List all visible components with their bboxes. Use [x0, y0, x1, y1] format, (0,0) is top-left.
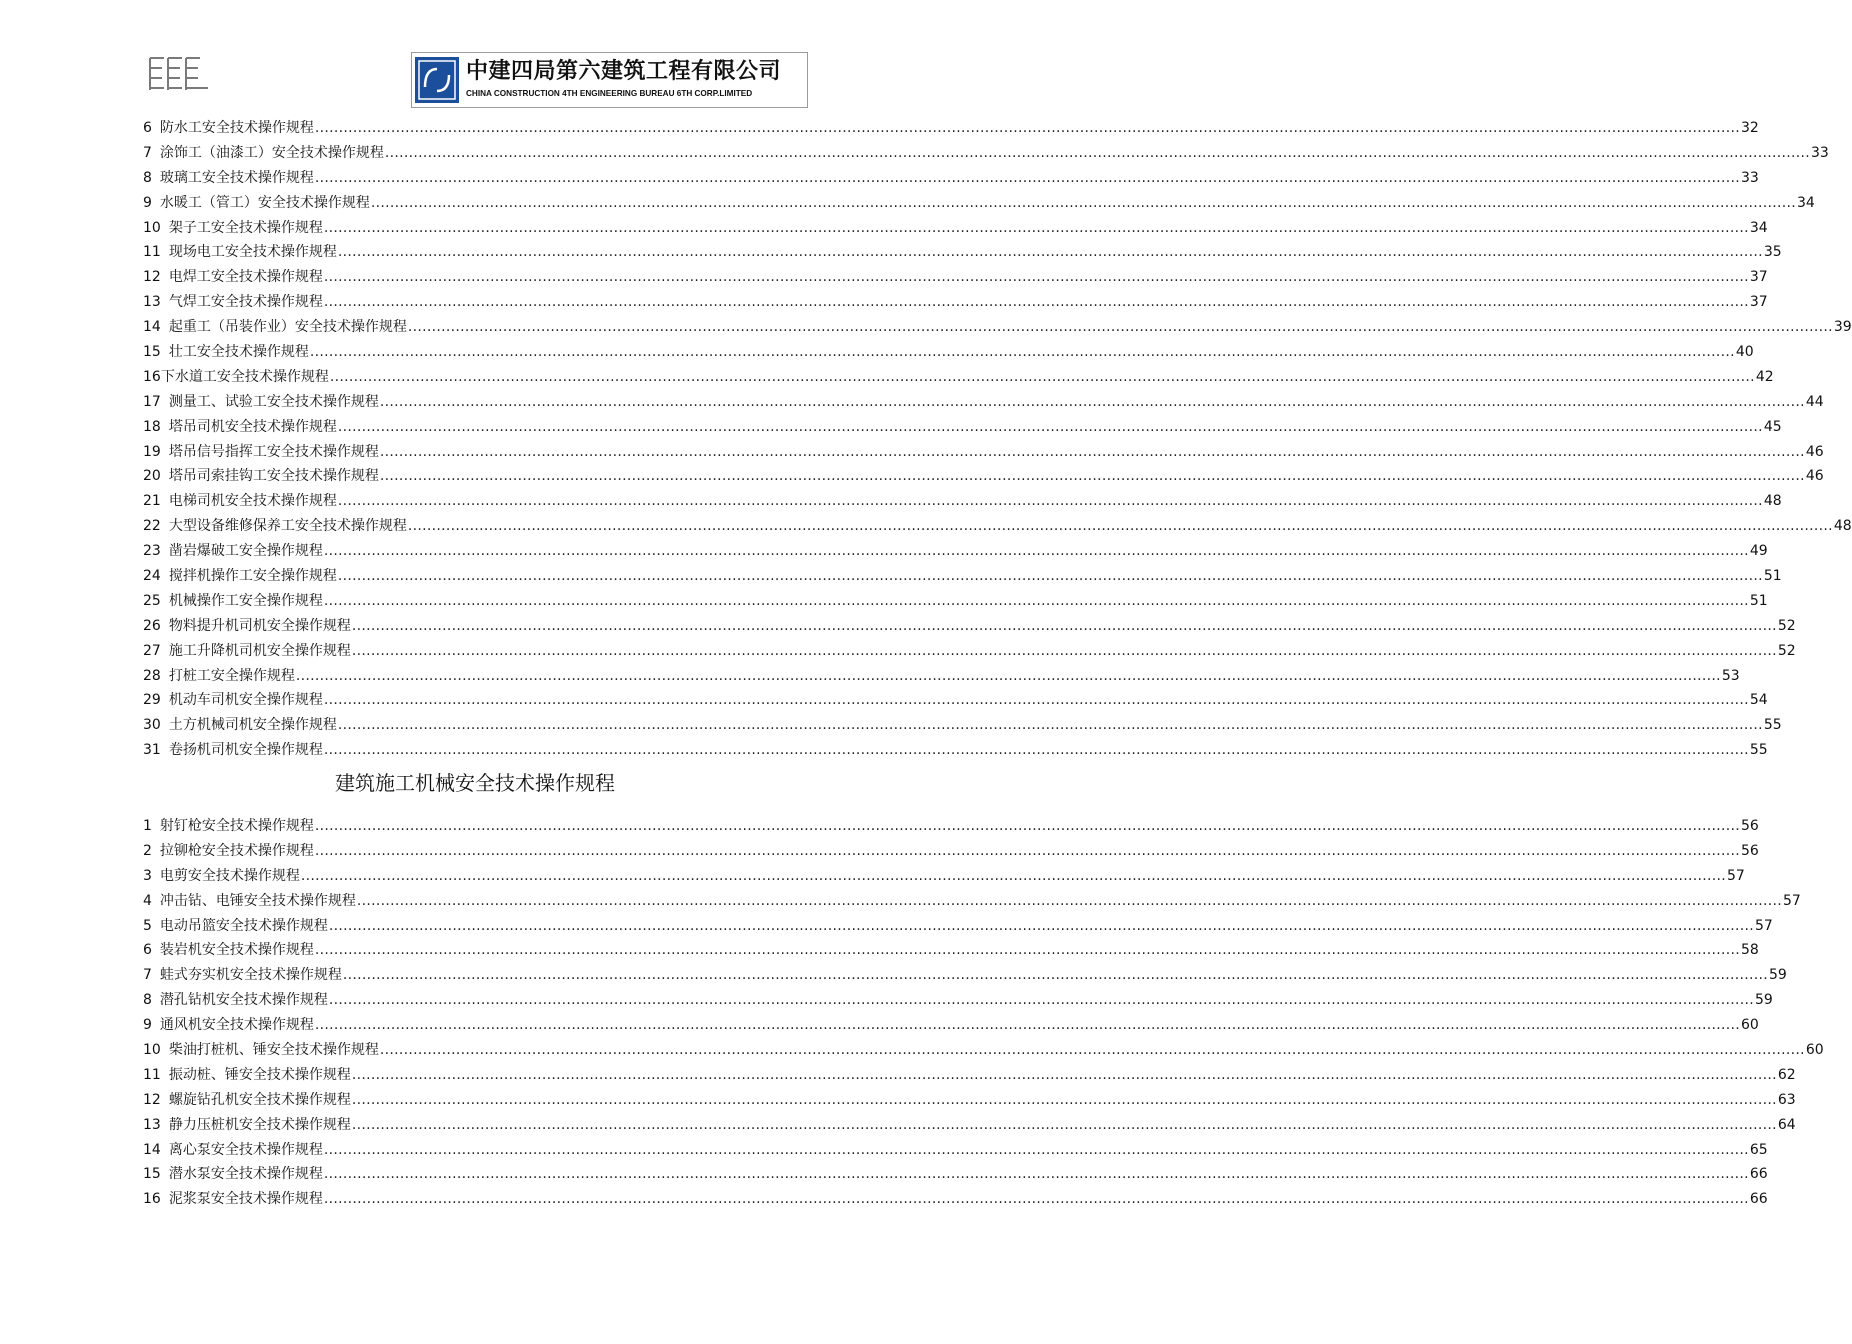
toc-leader-dots: ............................................................................................................................................................................................................................................................................................................	[323, 294, 1749, 311]
toc-leader-dots: ............................................................................................................................................................................................................................................................................................................	[314, 942, 1740, 959]
toc-leader-dots: ............................................................................................................................................................................................................................................................................................................	[337, 418, 1763, 435]
toc-entry[interactable]	[143, 914, 1773, 939]
toc-entry-page: 39	[1833, 319, 1852, 336]
toc-entry-title: 搅拌机操作工安全操作规程	[168, 568, 337, 585]
toc-entry-page: 59	[1768, 967, 1787, 984]
toc-leader-dots: ............................................................................................................................................................................................................................................................................................................	[328, 992, 1754, 1009]
toc-entry-number: 11	[143, 244, 161, 261]
toc-entry[interactable]	[143, 963, 1787, 988]
toc-entry-page: 59	[1754, 992, 1773, 1009]
toc-leader-dots: ............................................................................................................................................................................................................................................................................................................	[323, 543, 1749, 560]
toc-leader-dots: ............................................................................................................................................................................................................................................................................................................	[323, 692, 1749, 709]
toc-entry-page: 57	[1726, 867, 1745, 884]
toc-entry-page: 35	[1763, 244, 1782, 261]
toc-leader-dots: ............................................................................................................................................................................................................................................................................................................	[379, 443, 1805, 460]
toc-leader-dots: ............................................................................................................................................................................................................................................................................................................	[342, 967, 1768, 984]
toc-entry[interactable]	[143, 141, 1829, 166]
toc-entry-number: 21	[143, 493, 161, 510]
toc-entry-page: 60	[1805, 1042, 1824, 1058]
toc-entry[interactable]	[143, 889, 1801, 914]
toc-entry-title: 电动吊篮安全技术操作规程	[159, 917, 328, 934]
toc-entry[interactable]	[143, 191, 1815, 216]
toc-entry-number: 14	[143, 319, 161, 336]
toc-entry-title: 静力压桩机安全技术操作规程	[168, 1116, 351, 1133]
toc-entry-number: 5	[143, 917, 152, 934]
toc-leader-dots: ............................................................................................................................................................................................................................................................................................................	[351, 617, 1777, 634]
toc-entry[interactable]	[143, 814, 1759, 839]
toc-entry-title: 潜孔钻机安全技术操作规程	[159, 992, 328, 1009]
toc-entry-title: 起重工（吊装作业）安全技术操作规程	[168, 319, 407, 336]
toc-entry-title: 下水道工安全技术操作规程	[160, 368, 329, 385]
toc-leader-dots: ............................................................................................................................................................................................................................................................................................................	[323, 1191, 1749, 1208]
toc-entry-page: 34	[1749, 219, 1768, 236]
toc-entry-title: 物料提升机司机安全操作规程	[168, 617, 351, 634]
toc-entry[interactable]	[143, 1038, 1824, 1063]
toc-entry-number: 18	[143, 418, 161, 435]
toc-entry[interactable]	[143, 614, 1796, 639]
toc-entry-title: 潜水泵安全技术操作规程	[168, 1166, 323, 1183]
left-logo-icon	[148, 54, 210, 94]
toc-entry[interactable]	[143, 166, 1759, 191]
toc-entry[interactable]	[143, 589, 1768, 614]
toc-leader-dots: ............................................................................................................................................................................................................................................................................................................	[384, 144, 1810, 161]
company-emblem-icon	[415, 57, 459, 103]
toc-entry-page: 33	[1810, 144, 1829, 161]
toc-entry-page: 56	[1740, 842, 1759, 859]
toc-entry[interactable]	[143, 390, 1824, 415]
toc-leader-dots: ............................................................................................................................................................................................................................................................................................................	[337, 493, 1763, 510]
toc-entry-number: 9	[143, 194, 152, 211]
toc-entry-title: 装岩机安全技术操作规程	[159, 942, 314, 959]
toc-entry-page: 40	[1735, 344, 1754, 360]
toc-entry-title: 电焊工安全技术操作规程	[168, 269, 323, 286]
toc-entry-title: 土方机械司机安全操作规程	[168, 717, 337, 734]
toc-entry-page: 66	[1749, 1166, 1768, 1183]
toc-entry-number: 22	[143, 518, 161, 535]
toc-entry-title: 通风机安全技术操作规程	[159, 1017, 314, 1034]
toc-entry-page: 64	[1777, 1116, 1796, 1133]
toc-entry-number: 1	[143, 817, 152, 834]
toc-entry-number: 14	[143, 1141, 161, 1158]
toc-entry[interactable]	[143, 1187, 1768, 1212]
toc-leader-dots: ............................................................................................................................................................................................................................................................................................................	[323, 219, 1749, 236]
toc-entry[interactable]	[143, 1088, 1796, 1113]
toc-entry-number: 8	[143, 169, 152, 186]
toc-entry[interactable]	[143, 116, 1759, 141]
toc-leader-dots: ............................................................................................................................................................................................................................................................................................................	[379, 468, 1805, 485]
toc-leader-dots: ............................................................................................................................................................................................................................................................................................................	[323, 1141, 1749, 1158]
toc-entry[interactable]	[143, 713, 1782, 738]
toc-entry-title: 涂饰工（油漆工）安全技术操作规程	[159, 144, 384, 161]
toc-entry-number: 6	[143, 119, 152, 136]
toc-entry-number: 7	[143, 967, 152, 984]
toc-entry-number: 10	[143, 219, 161, 236]
toc-entry[interactable]	[143, 1113, 1796, 1138]
toc-entry-title: 防水工安全技术操作规程	[159, 119, 314, 136]
toc-entry-number: 25	[143, 592, 161, 609]
toc-entry-title: 测量工、试验工安全技术操作规程	[168, 393, 379, 410]
toc-entry-page: 60	[1740, 1017, 1759, 1034]
toc-entry[interactable]	[143, 938, 1759, 963]
toc-leader-dots: ............................................................................................................................................................................................................................................................................................................	[314, 119, 1740, 136]
toc-entry-title: 泥浆泵安全技术操作规程	[168, 1191, 323, 1208]
toc-entry[interactable]	[143, 688, 1768, 713]
toc-leader-dots: ............................................................................................................................................................................................................................................................................................................	[351, 1116, 1777, 1133]
toc-leader-dots: ............................................................................................................................................................................................................................................................................................................	[314, 842, 1740, 859]
toc-entry[interactable]	[143, 988, 1773, 1013]
toc-leader-dots: ............................................................................................................................................................................................................................................................................................................	[323, 742, 1749, 759]
toc-entry-title: 射钉枪安全技术操作规程	[159, 817, 314, 834]
toc-entry[interactable]	[143, 365, 1774, 390]
toc-entry-page: 46	[1805, 468, 1824, 485]
toc-entry-number: 24	[143, 568, 161, 585]
toc-entry-title: 打桩工安全操作规程	[168, 667, 295, 684]
toc-leader-dots: ............................................................................................................................................................................................................................................................................................................	[370, 194, 1796, 211]
toc-entry-title: 振动桩、锤安全技术操作规程	[168, 1066, 351, 1083]
toc-entry[interactable]	[143, 664, 1740, 689]
toc-entry-title: 塔吊司机安全技术操作规程	[168, 418, 337, 435]
toc-entry[interactable]	[143, 265, 1768, 290]
toc-entry[interactable]	[143, 639, 1796, 664]
toc-entry-title: 蛙式夯实机安全技术操作规程	[159, 967, 342, 984]
toc-entry-number: 11	[143, 1066, 161, 1083]
toc-entry[interactable]	[143, 1063, 1796, 1088]
toc-entry-title: 大型设备维修保养工安全技术操作规程	[168, 518, 407, 535]
toc-leader-dots: ............................................................................................................................................................................................................................................................................................................	[351, 642, 1777, 659]
toc-entry[interactable]	[143, 315, 1852, 340]
toc-entry-number: 10	[143, 1042, 161, 1058]
toc-entry-number: 6	[143, 942, 152, 959]
company-name-english: CHINA CONSTRUCTION 4TH ENGINEERING BUREAU 6TH CORP.LIMITED	[466, 89, 753, 98]
toc-entry-page: 51	[1749, 592, 1768, 609]
toc-entry-page: 65	[1749, 1141, 1768, 1158]
toc-entry-page: 53	[1721, 667, 1740, 684]
toc-leader-dots: ............................................................................................................................................................................................................................................................................................................	[407, 518, 1833, 535]
toc-entry-page: 55	[1763, 717, 1782, 734]
toc-entry-title: 冲击钻、电锤安全技术操作规程	[159, 892, 356, 909]
toc-entry-number: 2	[143, 842, 152, 859]
toc-entry-number: 16	[143, 1191, 161, 1208]
toc-entry-number: 15	[143, 344, 161, 360]
toc-leader-dots: ............................................................................................................................................................................................................................................................................................................	[295, 667, 1721, 684]
toc-entry-page: 33	[1740, 169, 1759, 186]
toc-entry-page: 37	[1749, 269, 1768, 286]
toc-leader-dots: ............................................................................................................................................................................................................................................................................................................	[351, 1091, 1777, 1108]
toc-entry[interactable]	[143, 464, 1824, 489]
toc-entry-page: 48	[1763, 493, 1782, 510]
toc-entry-title: 现场电工安全技术操作规程	[168, 244, 337, 261]
toc-leader-dots: ............................................................................................................................................................................................................................................................................................................	[379, 1042, 1805, 1058]
toc-entry-number: 8	[143, 992, 152, 1009]
toc-entry-page: 52	[1777, 642, 1796, 659]
toc-entry-title: 螺旋钻孔机安全技术操作规程	[168, 1091, 351, 1108]
toc-leader-dots: ............................................................................................................................................................................................................................................................................................................	[323, 269, 1749, 286]
toc-entry-page: 52	[1777, 617, 1796, 634]
toc-entry-page: 62	[1777, 1066, 1796, 1083]
toc-entry-number: 31	[143, 742, 161, 759]
toc-entry[interactable]	[143, 240, 1782, 265]
toc-entry-number: 16	[143, 368, 161, 385]
toc-entry-title: 机动车司机安全操作规程	[168, 692, 323, 709]
toc-leader-dots: ............................................................................................................................................................................................................................................................................................................	[314, 817, 1740, 834]
toc-list-machinery	[143, 814, 1824, 1212]
toc-entry-number: 19	[143, 443, 161, 460]
toc-entry-number: 27	[143, 642, 161, 659]
toc-entry[interactable]	[143, 514, 1852, 539]
toc-entry-number: 30	[143, 717, 161, 734]
toc-entry-page: 66	[1749, 1191, 1768, 1208]
toc-leader-dots: ............................................................................................................................................................................................................................................................................................................	[314, 1017, 1740, 1034]
toc-entry-number: 17	[143, 393, 161, 410]
toc-leader-dots: ............................................................................................................................................................................................................................................................................................................	[323, 592, 1749, 609]
toc-leader-dots: ............................................................................................................................................................................................................................................................................................................	[323, 1166, 1749, 1183]
toc-leader-dots: ............................................................................................................................................................................................................................................................................................................	[309, 344, 1735, 360]
toc-entry-page: 51	[1763, 568, 1782, 585]
toc-entry-page: 49	[1749, 543, 1768, 560]
toc-leader-dots: ............................................................................................................................................................................................................................................................................................................	[379, 393, 1805, 410]
toc-entry-page: 44	[1805, 393, 1824, 410]
toc-entry-number: 23	[143, 543, 161, 560]
toc-entry-number: 13	[143, 1116, 161, 1133]
toc-entry[interactable]	[143, 216, 1768, 241]
toc-entry[interactable]	[143, 1162, 1768, 1187]
toc-entry-title: 拉铆枪安全技术操作规程	[159, 842, 314, 859]
toc-leader-dots: ............................................................................................................................................................................................................................................................................................................	[351, 1066, 1777, 1083]
toc-leader-dots: ............................................................................................................................................................................................................................................................................................................	[337, 717, 1763, 734]
toc-entry[interactable]	[143, 1013, 1759, 1038]
toc-entry-number: 3	[143, 867, 152, 884]
toc-entry-number: 4	[143, 892, 152, 909]
toc-entry[interactable]	[143, 340, 1754, 365]
toc-entry-number: 29	[143, 692, 161, 709]
toc-entry-title: 离心泵安全技术操作规程	[168, 1141, 323, 1158]
toc-entry-page: 55	[1749, 742, 1768, 759]
toc-entry[interactable]	[143, 415, 1782, 440]
toc-entry-title: 卷扬机司机安全操作规程	[168, 742, 323, 759]
toc-entry-title: 电剪安全技术操作规程	[159, 867, 300, 884]
toc-entry-page: 46	[1805, 443, 1824, 460]
toc-entry-number: 12	[143, 269, 161, 286]
toc-leader-dots: ............................................................................................................................................................................................................................................................................................................	[328, 917, 1754, 934]
toc-entry-title: 机械操作工安全操作规程	[168, 592, 323, 609]
company-name-chinese: 中建四局第六建筑工程有限公司	[466, 59, 782, 84]
toc-entry-page: 56	[1740, 817, 1759, 834]
toc-leader-dots: ............................................................................................................................................................................................................................................................................................................	[300, 867, 1726, 884]
toc-entry-title: 凿岩爆破工安全操作规程	[168, 543, 323, 560]
toc-entry-title: 壮工安全技术操作规程	[168, 344, 309, 360]
toc-leader-dots: ............................................................................................................................................................................................................................................................................................................	[329, 368, 1755, 385]
toc-entry[interactable]	[143, 839, 1759, 864]
toc-entry-page: 57	[1754, 917, 1773, 934]
company-logo-banner	[411, 52, 808, 108]
toc-entry-title: 塔吊司索挂钩工安全技术操作规程	[168, 468, 379, 485]
toc-entry-page: 42	[1755, 368, 1774, 385]
toc-entry-page: 45	[1763, 418, 1782, 435]
toc-leader-dots: ............................................................................................................................................................................................................................................................................................................	[314, 169, 1740, 186]
toc-entry[interactable]	[143, 539, 1768, 564]
toc-entry[interactable]	[143, 738, 1768, 763]
toc-entry[interactable]	[143, 290, 1768, 315]
toc-entry-title: 气焊工安全技术操作规程	[168, 294, 323, 311]
toc-entry-page: 48	[1833, 518, 1852, 535]
toc-entry-number: 12	[143, 1091, 161, 1108]
toc-entry-page: 58	[1740, 942, 1759, 959]
toc-entry-page: 54	[1749, 692, 1768, 709]
toc-entry-title: 水暖工（管工）安全技术操作规程	[159, 194, 370, 211]
toc-entry[interactable]	[143, 864, 1745, 889]
toc-entry[interactable]	[143, 440, 1824, 465]
toc-entry-page: 37	[1749, 294, 1768, 311]
toc-entry-title: 柴油打桩机、锤安全技术操作规程	[168, 1042, 379, 1058]
toc-entry-number: 15	[143, 1166, 161, 1183]
toc-entry-number: 26	[143, 617, 161, 634]
toc-entry[interactable]	[143, 489, 1782, 514]
toc-entry-title: 玻璃工安全技术操作规程	[159, 169, 314, 186]
toc-entry-page: 34	[1796, 194, 1815, 211]
toc-entry-page: 32	[1740, 119, 1759, 136]
toc-entry-page: 57	[1782, 892, 1801, 909]
toc-leader-dots: ............................................................................................................................................................................................................................................................................................................	[407, 319, 1833, 336]
toc-entry-number: 9	[143, 1017, 152, 1034]
toc-entry[interactable]	[143, 1138, 1768, 1163]
toc-entry-number: 20	[143, 468, 161, 485]
toc-list-continued	[143, 116, 1852, 763]
toc-entry-number: 13	[143, 294, 161, 311]
toc-entry-title: 施工升降机司机安全操作规程	[168, 642, 351, 659]
toc-entry-number: 28	[143, 667, 161, 684]
toc-leader-dots: ............................................................................................................................................................................................................................................................................................................	[356, 892, 1782, 909]
toc-entry-title: 电梯司机安全技术操作规程	[168, 493, 337, 510]
toc-leader-dots: ............................................................................................................................................................................................................................................................................................................	[337, 244, 1763, 261]
toc-entry-title: 架子工安全技术操作规程	[168, 219, 323, 236]
toc-leader-dots: ............................................................................................................................................................................................................................................................................................................	[337, 568, 1763, 585]
toc-entry[interactable]	[143, 564, 1782, 589]
toc-entry-number: 7	[143, 144, 152, 161]
toc-entry-title: 塔吊信号指挥工安全技术操作规程	[168, 443, 379, 460]
toc-entry-page: 63	[1777, 1091, 1796, 1108]
section-heading: 建筑施工机械安全技术操作规程	[335, 771, 615, 795]
